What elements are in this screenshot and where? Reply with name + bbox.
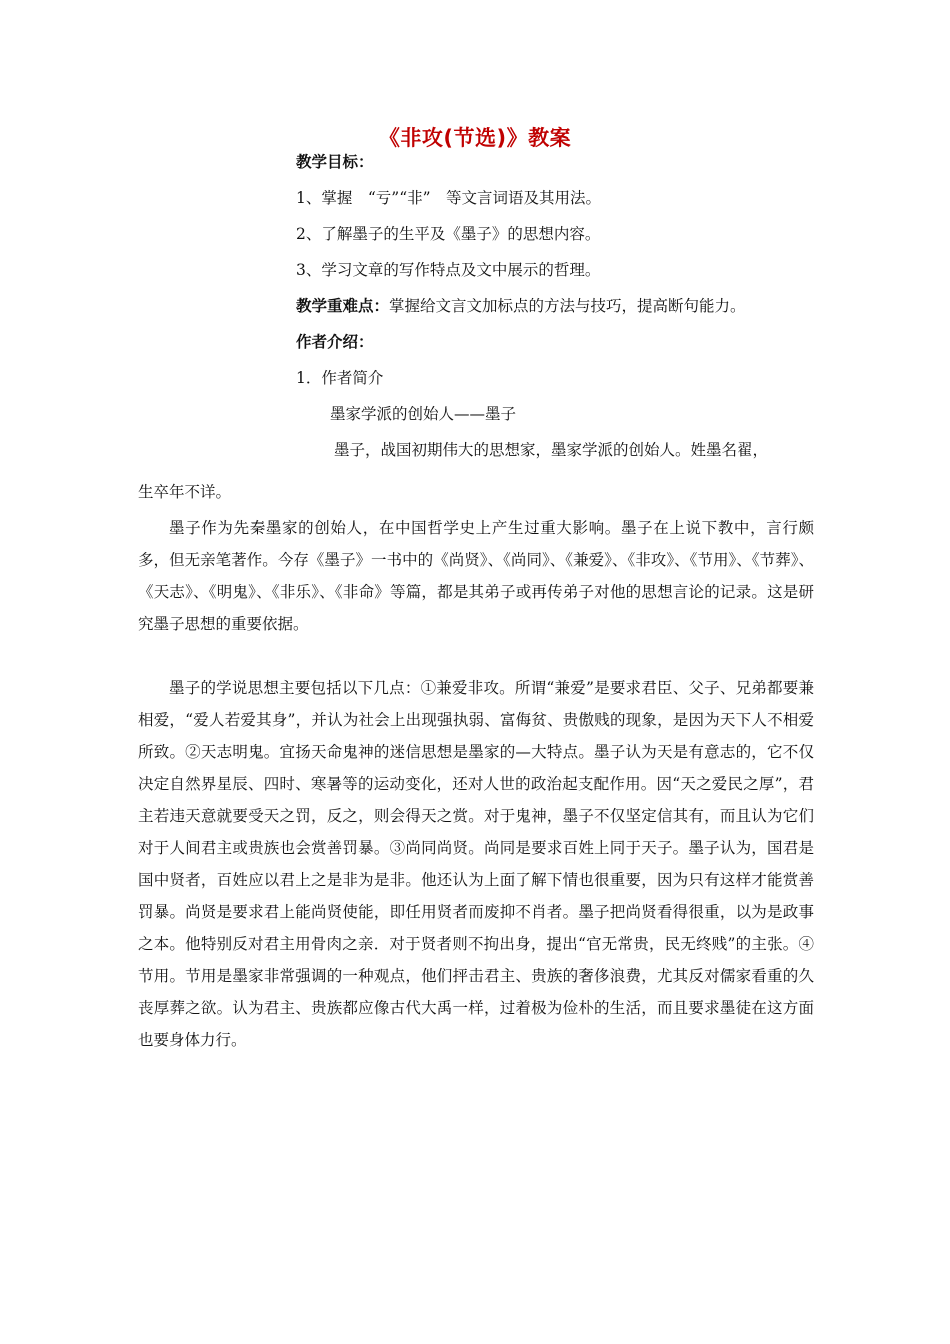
key-points-text: 掌握给文言文加标点的方法与技巧，提高断句能力。	[389, 297, 746, 315]
author-subtitle: 墨家学派的创始人——墨子	[330, 405, 517, 423]
objective-item-3: 3、学习文章的写作特点及文中展示的哲理。	[296, 261, 601, 279]
author-intro-item: 1．作者简介	[296, 369, 384, 387]
paragraph-doctrines: 墨子的学说思想主要包括以下几点：①兼爱非攻。所谓“兼爱”是要求君臣、父子、兄弟都要兼相爱，“爱人若爱其身”，并认为社会上出现强执弱、富侮贫、贵傲贱的现象，是因为天下人不相爱所致。②天志明鬼。宜扬天命鬼神的迷信思想是墨家的—大特点。墨子认为天是有意志的，它不仅决定自然界星辰、四时、寒暑等的运动变化，还对人世的政治起支配作用。因“天之爱民之厚”，君主若违天意就要受天之罚，反之，则会得天之赏。对于鬼神，墨子不仅坚定信其有，而且认为它们对于人间君主或贵族也会赏善罚暴。③尚同尚贤。尚同是要求百姓上同于天子。墨子认为，国君是国中贤者，百姓应以君上之是非为是非。他还认为上面了解下情也很重要，因为只有这样才能赏善罚暴。尚贤是要求君上能尚贤使能，即任用贤者而废抑不肖者。墨子把尚贤看得很重，以为是政事之本。他特别反对君主用骨肉之亲．对于贤者则不拘出身，提出“官无常贵，民无终贱”的主张。④节用。节用是墨家非常强调的一种观点，他们抨击君主、贵族的奢侈浪费，尤其反对儒家看重的久丧厚葬之欲。认为君主、贵族都应像古代大禹一样，过着极为俭朴的生活，而且要求墨徒在这方面也要身体力行。	[138, 679, 814, 1049]
key-points-line	[296, 296, 746, 316]
key-points-heading: 教学重难点：	[296, 297, 390, 315]
objective-item-2: 2、了解墨子的生平及《墨子》的思想内容。	[296, 225, 601, 243]
author-heading: 作者介绍：	[296, 333, 374, 351]
paragraph-works: 墨子作为先秦墨家的创始人，在中国哲学史上产生过重大影响。墨子在上说下教中，言行颇多，但无亲笔著作。今存《墨子》一书中的《尚贤》、《尚同》、《兼爱》、《非攻》、《节用》、《节葬》、《天志》、《明鬼》、《非乐》、《非命》等篇，都是其弟子或再传弟子对他的思想言论的记录。这是研究墨子思想的重要依据。	[138, 519, 814, 633]
objectives-heading: 教学目标：	[296, 153, 374, 171]
author-description-line-1: 墨子，战国初期伟大的思想家，墨家学派的创始人。姓墨名翟，	[334, 441, 769, 459]
objective-item-1: 1、掌握 “亏”“非” 等文言词语及其用法。	[296, 189, 602, 207]
author-description-line-2: 生卒年不详。	[138, 483, 232, 501]
document-title: 《非攻(节选)》教案	[378, 126, 572, 150]
